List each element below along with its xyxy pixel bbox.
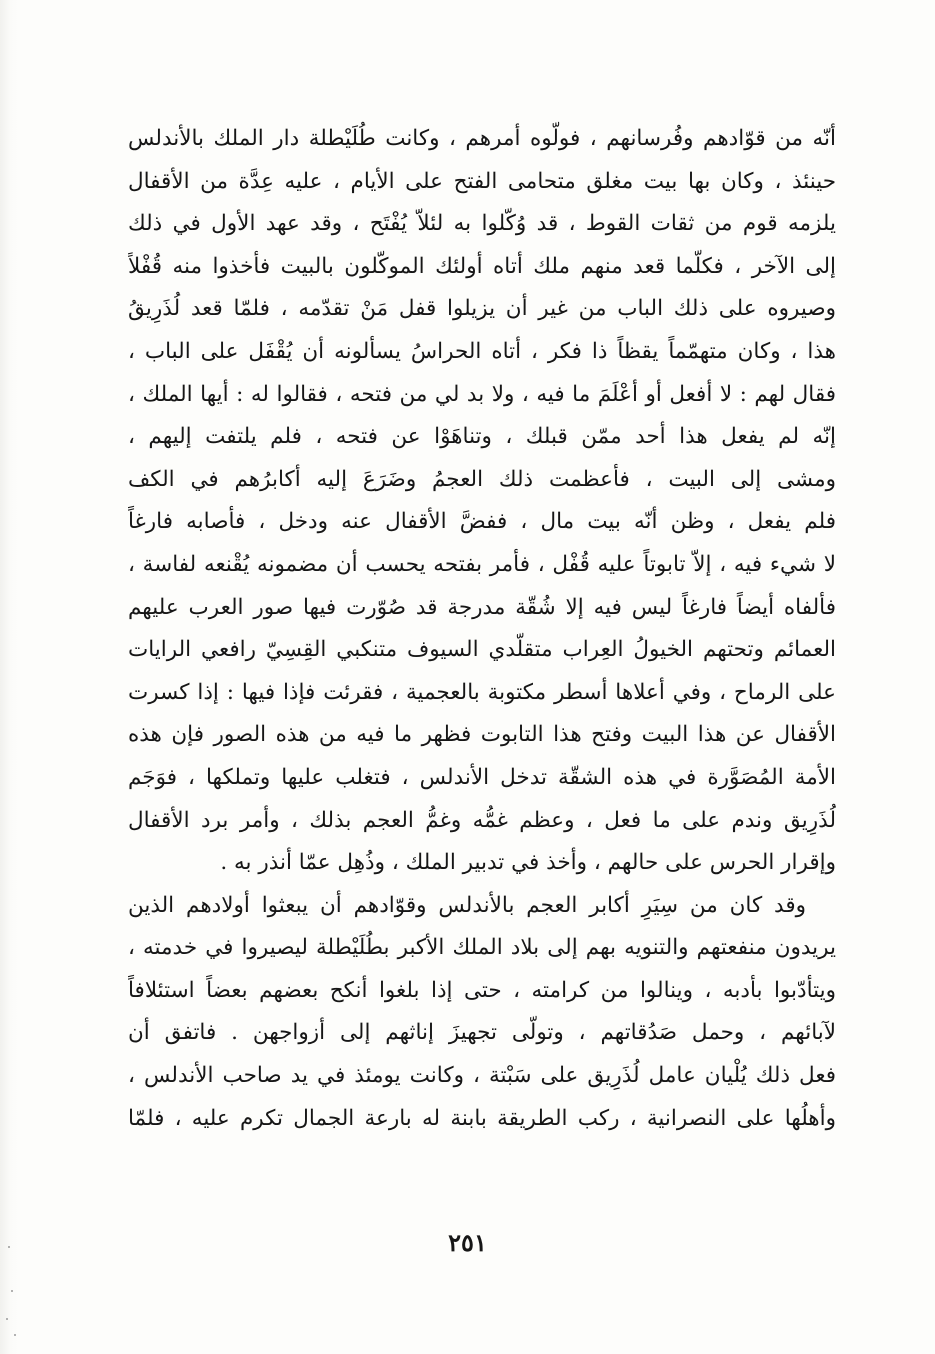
text-line: وقد كان من سِيَرِ أكابر العجم بالأندلس وقوّادهم أن يبعثوا أولادهم الذين — [128, 892, 806, 918]
scan-speck — [6, 1318, 8, 1320]
text-line: على الرماح ، وفي أعلاها أسطر مكتوبة بالعجمية ، فقرئت فإذا فيها : إذا كسرت — [128, 679, 836, 705]
text-line: وصيروه على ذلك الباب من غير أن يزيلوا قفل مَنْ تقدّمه ، فلمّا قعد لُذَرِيقُ — [128, 296, 836, 322]
scan-speck — [11, 1290, 13, 1292]
text-line: ومشى إلى البيت ، فأعظمت ذلك العجمُ وضَرَعَ إليه أكابرُهم في الكف — [128, 466, 836, 492]
body-text — [128, 118, 836, 1140]
text-line: إنّه لم يفعل هذا أحد ممّن قبلك ، وتناهَوْا عن فتحه ، فلم يلتفت إليهم ، — [128, 424, 836, 450]
scan-speck — [14, 1334, 16, 1336]
text-line: حينئذ ، وكان بها بيت مغلق متحامى الفتح على الأيام ، عليه عِدَّة من الأقفال — [128, 168, 836, 194]
text-line: الأقفال عن هذا البيت وفتح هذا التابوت فظهر ما فيه من هذه الصور فإن هذه — [128, 722, 836, 748]
text-line: ويتأدّبوا بأدبه ، وينالوا من كرامته ، حتى إذا بلغوا أنكح بعضهم بعضاً استئلافاً — [128, 977, 836, 1003]
text-line: فقال لهم : لا أفعل أو أعْلَمَ ما فيه ، ولا بد لي من فتحه ، فقالوا له : أيها الملك ، — [128, 381, 836, 407]
text-line: فألفاه أيضاً فارغاً ليس فيه إلا شُقّة مدرجة قد صُوّرت فيها صور العرب عليهم — [128, 594, 836, 620]
text-line: لا شيء فيه ، إلاّ تابوتاً عليه قُفْل ، فأمر بفتحه يحسب أن مضمونه يُقْنعه لفاسة ، — [128, 551, 836, 577]
text-line: هذا ، وكان متهمّماً يقظاً ذا فكر ، أتاه الحراسُ يسألونه أن يُقْفَل على الباب ، — [128, 338, 836, 364]
page-number: ٢٥١ — [448, 1228, 487, 1257]
text-line: أنّه من قوّادهم وفُرسانهم ، فولّوه أمرهم ، وكانت طُلَيْطلة دار الملك بالأندلس — [128, 126, 836, 151]
text-line: الأمة المُصَوَّرة في هذه الشقّة تدخل الأندلس ، فتغلب عليها وتملكها ، فوَجَم — [128, 764, 836, 790]
scan-edge-shadow — [0, 0, 18, 1354]
text-line: لآبائهم ، وحمل صَدُقاتهم ، وتولّى تجهيزَ إناثهم إلى أزواجهن . فاتفق أن — [128, 1020, 836, 1046]
text-line: فعل ذلك يُلْيان عامل لُذَرِيق على سَبْتة ، وكانت يومئذ في يد صاحب الأندلس ، — [128, 1063, 836, 1089]
text-line: يلزمه قوم من ثقات القوط ، قد وُكّلوا به لئلاّ يُفْتَح ، وقد عهد الأول في ذلك — [128, 211, 836, 237]
text-line: إلى الآخر ، فكلّما قعد منهم ملك أتاه أولئك الموكّلون بالبيت فأخذوا منه قُفْلاً — [128, 253, 836, 279]
text-line: يريدون منفعتهم والتنويه بهم إلى بلاد الملك الأكبر بطُلَيْطلة ليصيروا في خدمته ، — [128, 935, 836, 961]
text-line: العمائم وتحتهم الخيولُ العِراب متقلّدي السيوف متنكبي القِسِيّ رافعي الرايات — [128, 637, 836, 663]
text-line: وإقرار الحرس على حالهم ، وأخذ في تدبير الملك ، وذُهِل عمّا أنذر به . — [220, 850, 836, 876]
text-line: لُذَرِيق وندم على ما فعل ، وعظم غمُّه وغمُّ العجم بذلك ، وأمر برد الأقفال — [128, 807, 836, 833]
text-line: وأهلُها على النصرانية ، ركب الطريقة بابنة له بارعة الجمال تكرم عليه ، فلمّا — [128, 1105, 836, 1131]
text-line: فلم يفعل ، وظن أنّه بيت مال ، ففضَّ الأقفال عنه ودخل ، فأصابه فارغاً — [128, 509, 836, 535]
